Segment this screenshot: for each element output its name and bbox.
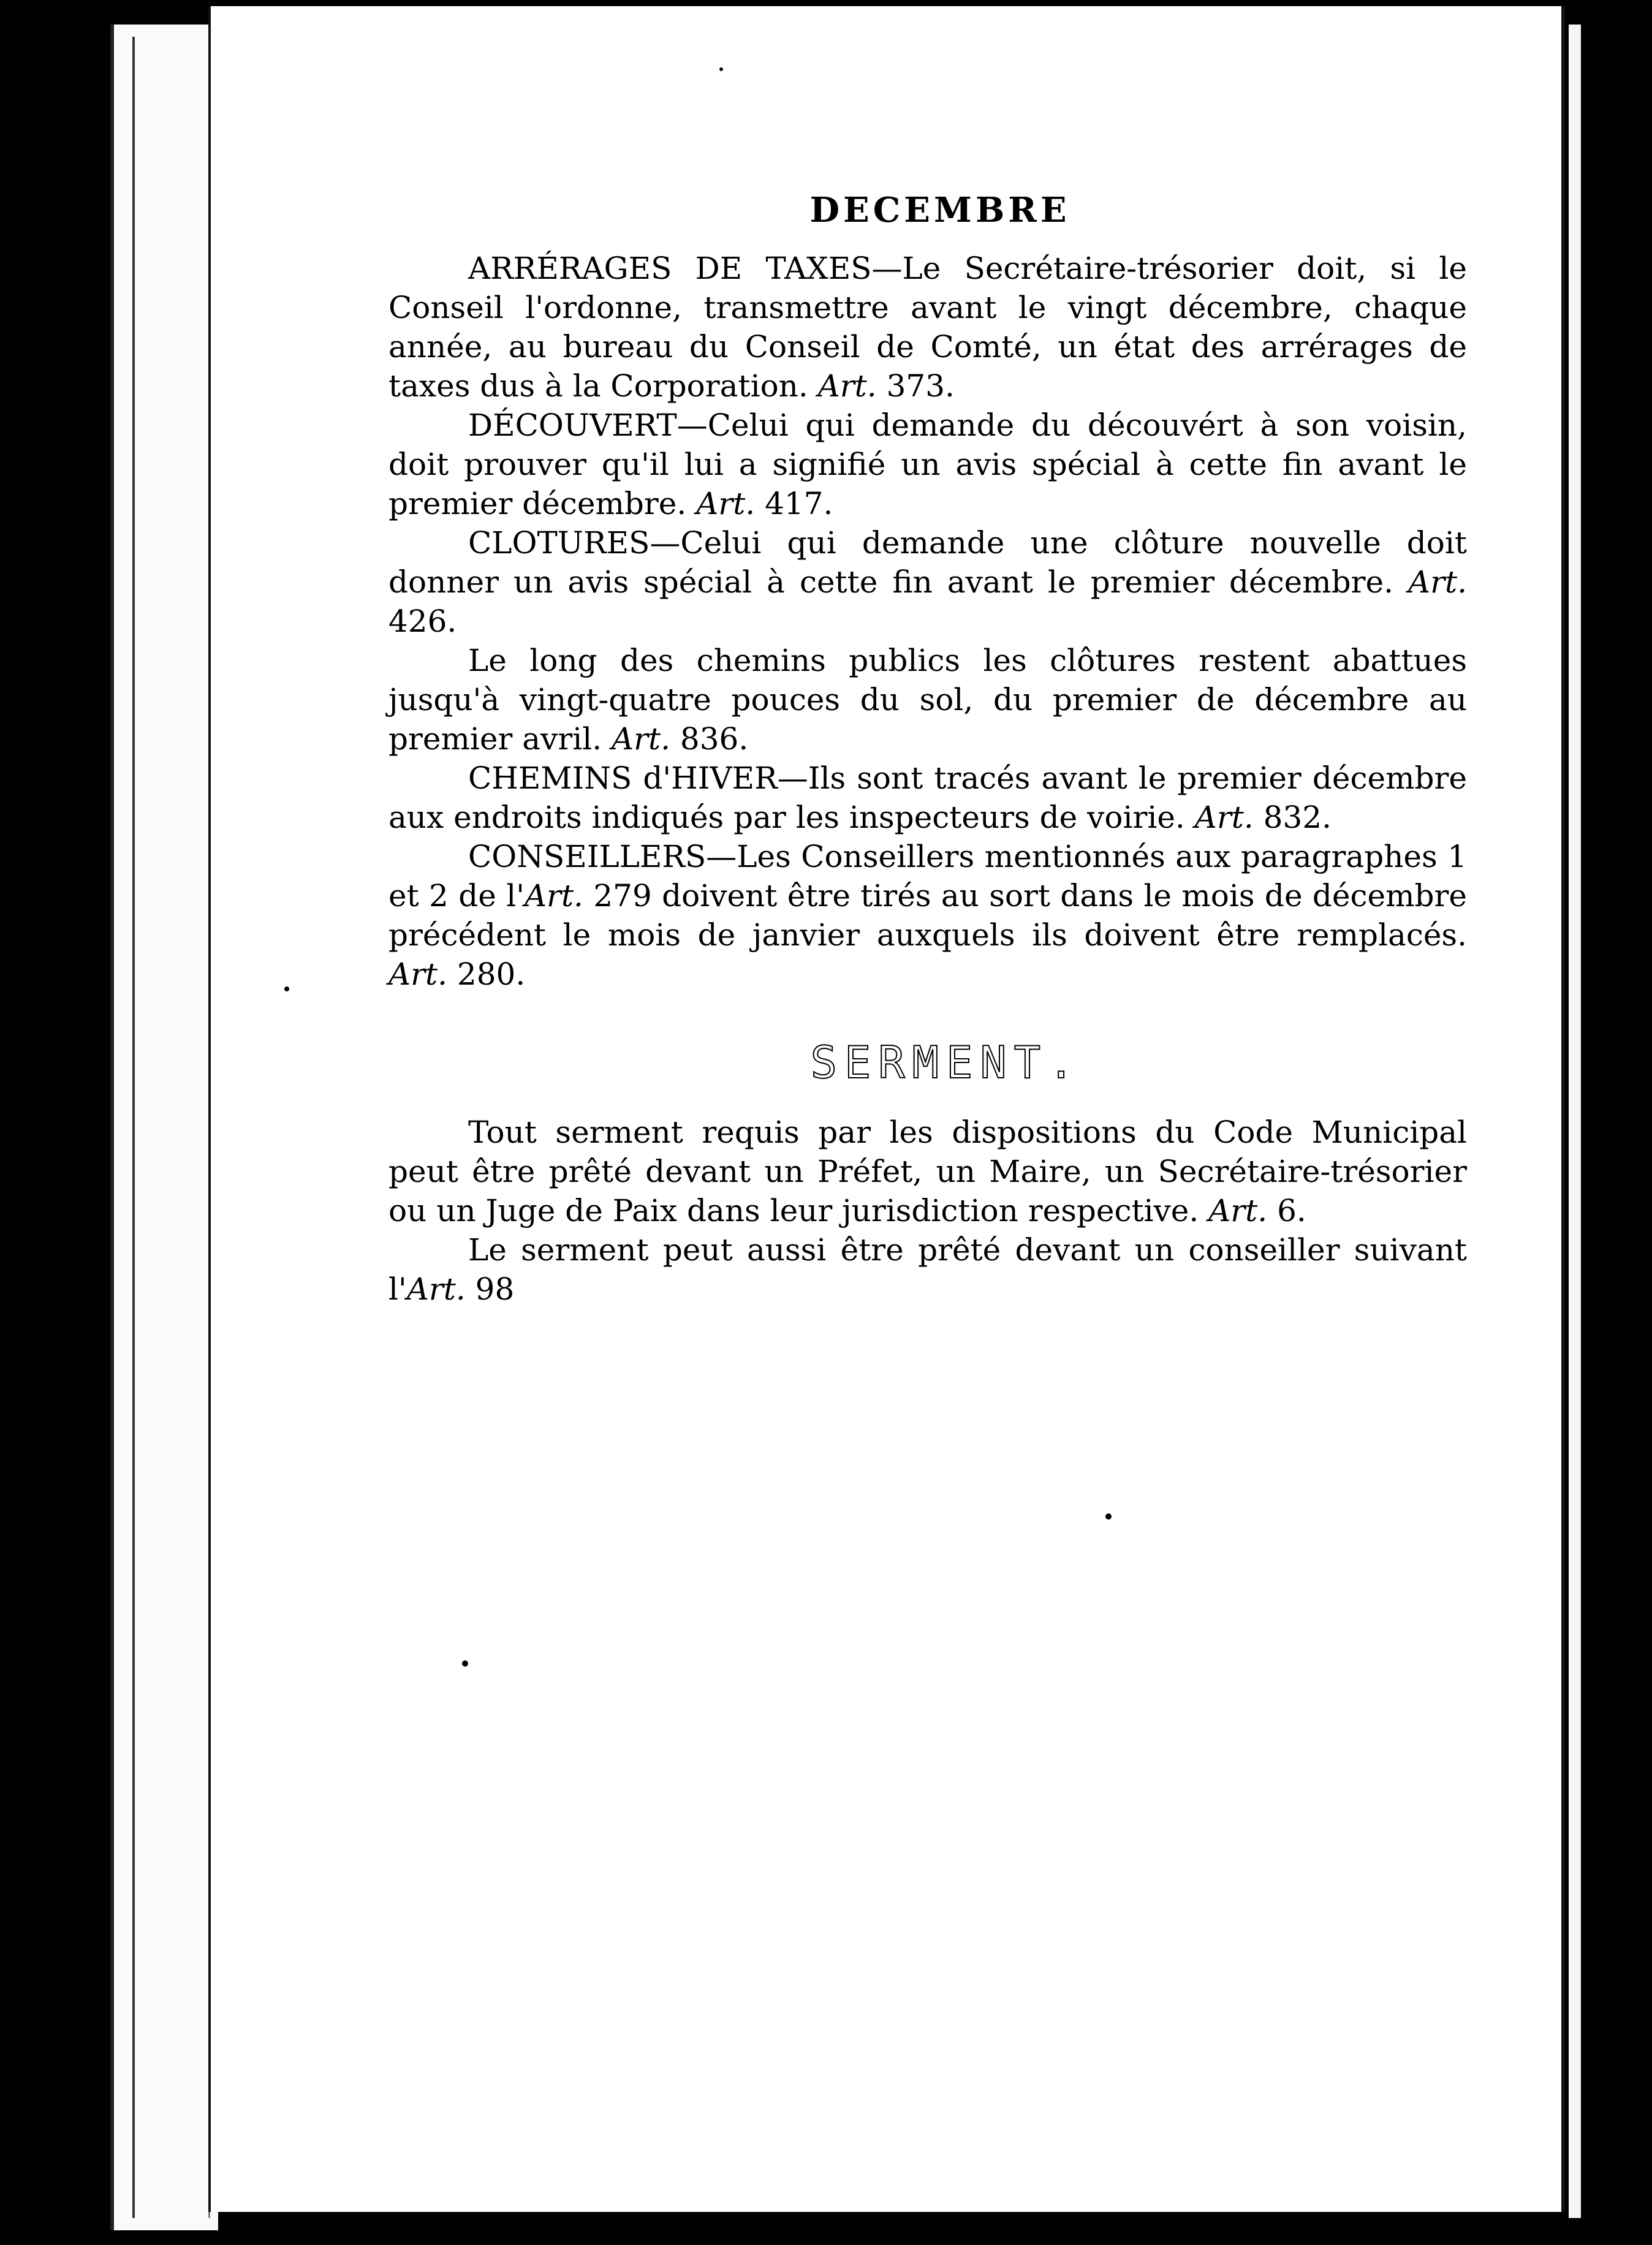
article-label: Art. (388, 956, 447, 992)
article-label: Art. (817, 368, 877, 404)
ink-speck (719, 67, 723, 71)
right-page-edge (1569, 25, 1581, 2218)
article-number: 836. (670, 721, 749, 757)
article-label: Art. (696, 486, 756, 521)
paragraph-le-serment (388, 1230, 1467, 1309)
paragraph-text: ARRÉRAGES DE TAXES—Le Secrétaire-trésorier doit, si le Conseil l'ordonne, transmettre avant le vingt décembre, chaque année, au bureau du Conseil de Comté, un état des arrérages de taxes dus à la Corporation. (388, 251, 1467, 404)
ink-speck (1105, 1513, 1112, 1520)
paragraph-decouvert (388, 406, 1467, 523)
article-number: 832. (1253, 800, 1332, 835)
article-number: 6. (1267, 1193, 1306, 1229)
ink-speck (284, 986, 289, 991)
paragraph-text: CLOTURES—Celui qui demande une clôture nouvelle doit donner un avis spécial à cette fin avant le premier décembre. (388, 525, 1467, 600)
article-number: 98 (465, 1271, 515, 1307)
ink-speck (462, 1660, 468, 1667)
paragraph-text: Le serment peut aussi être prêté devant un conseiller suivant l' (388, 1232, 1467, 1307)
paragraph-text: Le long des chemins publics les clôtures restent abattues jusqu'à vingt-quatre pouces du sol, du premier de décembre au premier avril. (388, 643, 1467, 757)
article-number: 373. (876, 368, 955, 404)
article-number: 426. (388, 604, 457, 639)
paragraph-text: Tout serment requis par les dispositions du Code Municipal peut être prêté devant un Préfet, un Maire, un Secrétaire-trésorier ou un Juge de Paix dans leur jurisdiction respective. (388, 1115, 1467, 1229)
article-label: Art. (612, 721, 671, 757)
paragraph-text: CONSEILLERS—Les Conseillers mentionnés aux paragraphes 1 et 2 de l' (388, 839, 1467, 914)
paragraph-chemins-d-hiver (388, 759, 1467, 837)
article-number: 280. (447, 956, 526, 992)
left-page-edge (110, 25, 218, 2230)
article-label: Art. (406, 1271, 466, 1307)
article-label: Art. (1208, 1193, 1268, 1229)
heading-decembre: DECEMBRE (809, 190, 1070, 230)
paragraph-chemins-publics (388, 641, 1467, 759)
article-label: Art. (524, 878, 583, 914)
paragraph-text: CHEMINS d'HIVER—Ils sont tracés avant le premier décembre aux endroits indiqués par les inspecteurs de voirie. (388, 760, 1467, 835)
document-page (208, 6, 1565, 2212)
page-content (388, 190, 1467, 1309)
heading-serment: SERMENT. (810, 1037, 1082, 1088)
paragraph-arrerages-de-taxes (388, 249, 1467, 406)
paragraph-clotures (388, 523, 1467, 641)
paragraph-text: 279 doivent être tirés au sort dans le mois de décembre précédent le mois de janvier auxquels ils doivent être remplacés. (388, 878, 1467, 953)
article-number: 417. (755, 486, 833, 521)
paragraph-text: DÉCOUVERT—Celui qui demande du découvért à son voisin, doit prouver qu'il lui a signifié un avis spécial à cette fin avant le premier décembre. (388, 407, 1467, 521)
paragraph-tout-serment (388, 1113, 1467, 1230)
paragraph-conseillers (388, 837, 1467, 994)
article-label: Art. (1194, 800, 1254, 835)
article-label: Art. (1408, 564, 1467, 600)
